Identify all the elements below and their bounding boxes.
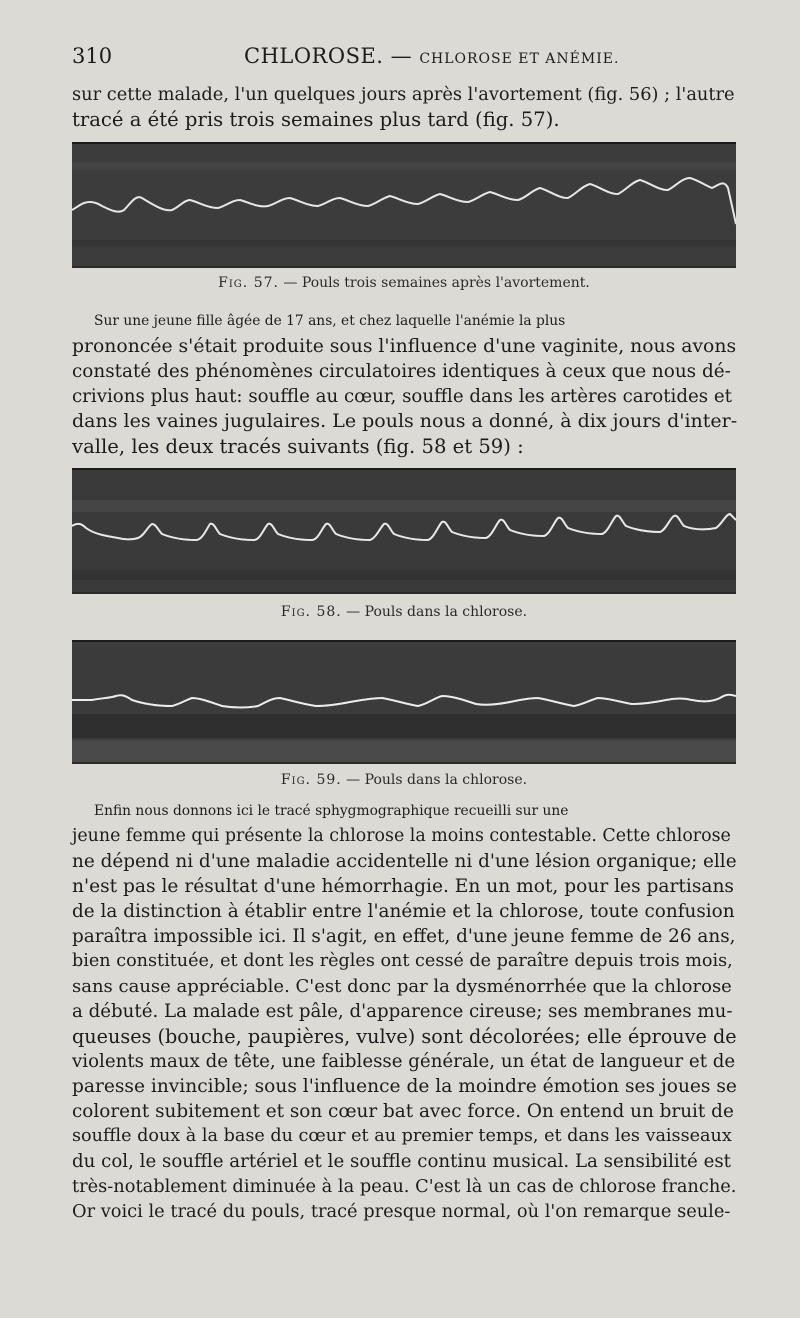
text-line: constaté des phénomènes circulatoires identiques à ceux que nous dé- (72, 361, 731, 382)
page-header (72, 44, 736, 74)
running-title (244, 44, 619, 68)
text-line: ne dépend ni d'une maladie accidentelle ni d'une lésion organique; elle (72, 851, 737, 872)
text-line: valle, les deux tracés suivants (fig. 58 et 59) : (72, 435, 524, 458)
text-line: de la distinction à établir entre l'anémie et la chlorose, toute confusion (72, 901, 735, 922)
text-line: prononcée s'était produite sous l'influence d'une vaginite, nous avons (72, 336, 737, 357)
text-line: Enfin nous donnons ici le tracé sphygmographique recueilli sur une (94, 803, 569, 819)
figure-58-caption (72, 604, 736, 620)
pulse-tracing-59 (72, 642, 736, 762)
figure-58-tracing (72, 468, 736, 594)
figure-caption-text: — Pouls trois semaines après l'avortement. (278, 275, 590, 291)
text-line: jeune femme qui présente la chlorose la moins contestable. Cette chlorose (72, 826, 731, 846)
figure-label: Fig. 58. (280, 604, 342, 620)
paragraph-1 (72, 82, 736, 132)
text-line: n'est pas le résultat d'une hémorrhagie. En un mot, pour les partisans (72, 876, 734, 897)
text-line: tracé a été pris trois semaines plus tard (fig. 57). (72, 108, 560, 131)
paragraph-3 (72, 799, 736, 1224)
text-line: queuses (bouche, paupières, vulve) sont décolorées; elle éprouve de (72, 1025, 737, 1048)
text-line: sur cette malade, l'un quelques jours après l'avortement (fig. 56) ; l'autre (72, 84, 735, 105)
text-line: crivions plus haut: souffle au cœur, souffle dans les artères carotides et (72, 386, 732, 407)
figure-57-caption (72, 275, 736, 291)
page-number: 310 (72, 44, 113, 68)
text-line: a débuté. La malade est pâle, d'apparence cireuse; ses membranes mu- (72, 1001, 733, 1022)
figure-57-tracing (72, 142, 736, 268)
pulse-tracing-58 (72, 470, 736, 592)
text-line: bien constituée, et dont les règles ont cessé de paraître depuis trois mois, (72, 951, 733, 971)
running-title-main: CHLOROSE. — (244, 44, 420, 68)
text-line: paraîtra impossible ici. Il s'agit, en effet, d'une jeune femme de 26 ans, (72, 926, 736, 947)
text-line: Or voici le tracé du pouls, tracé presque normal, où l'on remarque seule- (72, 1201, 731, 1222)
figure-label: Fig. 59. (280, 772, 342, 788)
figure-caption-text: — Pouls dans la chlorose. (341, 604, 528, 620)
running-subtitle: CHLOROSE ET ANÉMIE. (419, 51, 620, 67)
text-line: du col, le souffle artériel et le souffle continu musical. La sensibilité est (72, 1151, 731, 1172)
text-line: colorent subitement et son cœur bat avec force. On entend un bruit de (72, 1101, 734, 1122)
text-line: sans cause appréciable. C'est donc par la dysménorrhée que la chlorose (72, 976, 732, 997)
figure-label: Fig. 57. (218, 275, 279, 291)
text-line: paresse invincible; sous l'influence de la moindre émotion ses joues se (72, 1076, 737, 1097)
paragraph-2 (72, 309, 736, 459)
figure-caption-text: — Pouls dans la chlorose. (341, 772, 528, 788)
pulse-tracing-57 (72, 144, 736, 266)
text-line: souffle doux à la base du cœur et au premier temps, et dans les vaisseaux (72, 1126, 732, 1146)
text-line: Sur une jeune fille âgée de 17 ans, et chez laquelle l'anémie la plus (94, 313, 566, 329)
figure-59-caption (72, 772, 736, 788)
text-line: violents maux de tête, une faiblesse générale, un état de langueur et de (72, 1051, 736, 1072)
text-line: très-notablement diminuée à la peau. C'est là un cas de chlorose franche. (72, 1176, 737, 1197)
figure-59-tracing (72, 640, 736, 764)
text-line: dans les vaines jugulaires. Le pouls nous a donné, à dix jours d'inter- (72, 410, 738, 432)
